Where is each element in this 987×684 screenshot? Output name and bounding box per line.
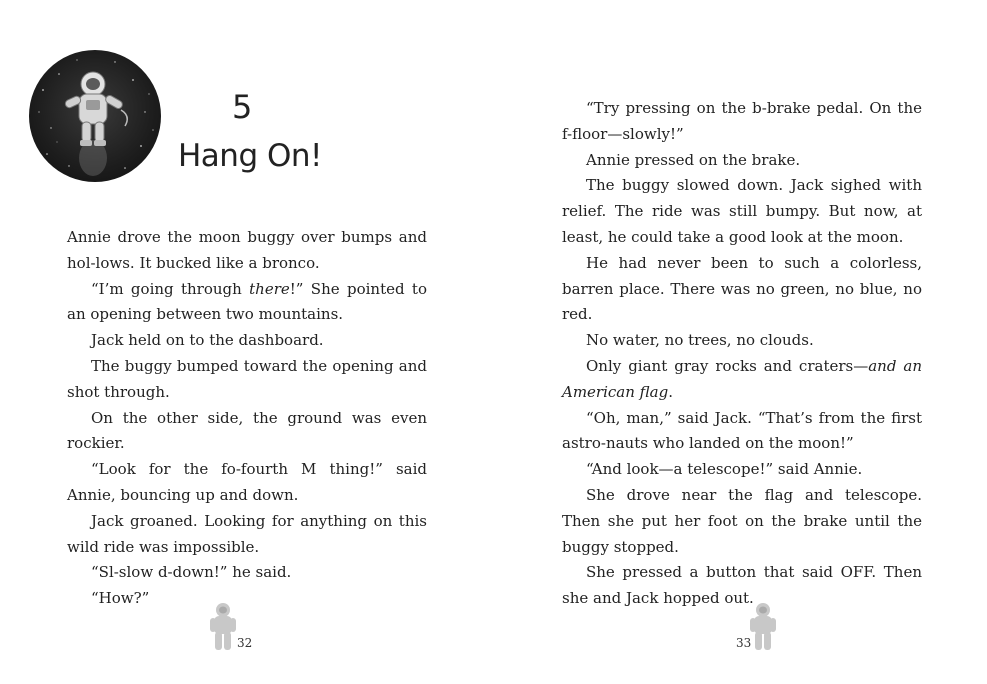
- paragraph: She pressed a button that said OFF. Then she and Jack hopped out.: [562, 563, 922, 608]
- paragraph: Annie pressed on the brake.: [586, 150, 801, 169]
- paragraph: “Oh, man,” said Jack. “That’s from the first astro-nauts who landed on the moon!”: [562, 408, 922, 453]
- paragraph: “And look—a telescope!” said Annie.: [586, 460, 863, 479]
- paragraph: Only giant gray rocks and craters—and an American flag.: [562, 356, 923, 401]
- paragraph: “I’m going through there!” She pointed to an opening between two mountains.: [67, 279, 427, 324]
- page-number: 33: [736, 636, 752, 650]
- paragraph: “Sl-slow d-down!” he said.: [91, 563, 292, 582]
- paragraph: Jack held on to the dashboard.: [91, 331, 324, 350]
- paragraph: No water, no trees, no clouds.: [586, 331, 814, 350]
- paragraph: The buggy bumped toward the opening and shot through.: [67, 356, 427, 401]
- right-page-footer: [734, 602, 804, 658]
- chapter-number: 5: [232, 88, 253, 126]
- left-page-text: [67, 225, 427, 612]
- paragraph: She drove near the flag and telescope. Then she put her foot on the brake until the buggy stopped.: [562, 485, 922, 556]
- right-page: [494, 0, 987, 684]
- paragraph: Annie drove the moon buggy over bumps and hol-lows. It bucked like a bronco.: [67, 228, 427, 272]
- astronaut-icon: [210, 602, 236, 654]
- paragraph: “How?”: [91, 589, 150, 608]
- paragraph: He had never been to such a colorless, barren place. There was no green, no blue, no red.: [562, 253, 922, 324]
- left-page-footer: [210, 602, 280, 658]
- astronaut-icon: [750, 602, 776, 654]
- astronaut-illustration: [29, 50, 161, 182]
- chapter-title: Hang On!: [178, 138, 322, 174]
- paragraph: Jack groaned. Looking for anything on this wild ride was impossible.: [67, 511, 427, 556]
- paragraph: “Try pressing on the b-brake pedal. On the f-floor—slowly!”: [562, 99, 922, 143]
- left-page: [0, 0, 493, 684]
- paragraph: “Look for the fo-fourth M thing!” said Annie, bouncing up and down.: [67, 460, 427, 504]
- page-number: 32: [237, 636, 253, 650]
- paragraph: On the other side, the ground was even rockier.: [67, 408, 427, 453]
- right-page-text: [562, 96, 922, 612]
- paragraph: The buggy slowed down. Jack sighed with relief. The ride was still bumpy. But now, at least, he could take a good look at the moon.: [562, 176, 922, 246]
